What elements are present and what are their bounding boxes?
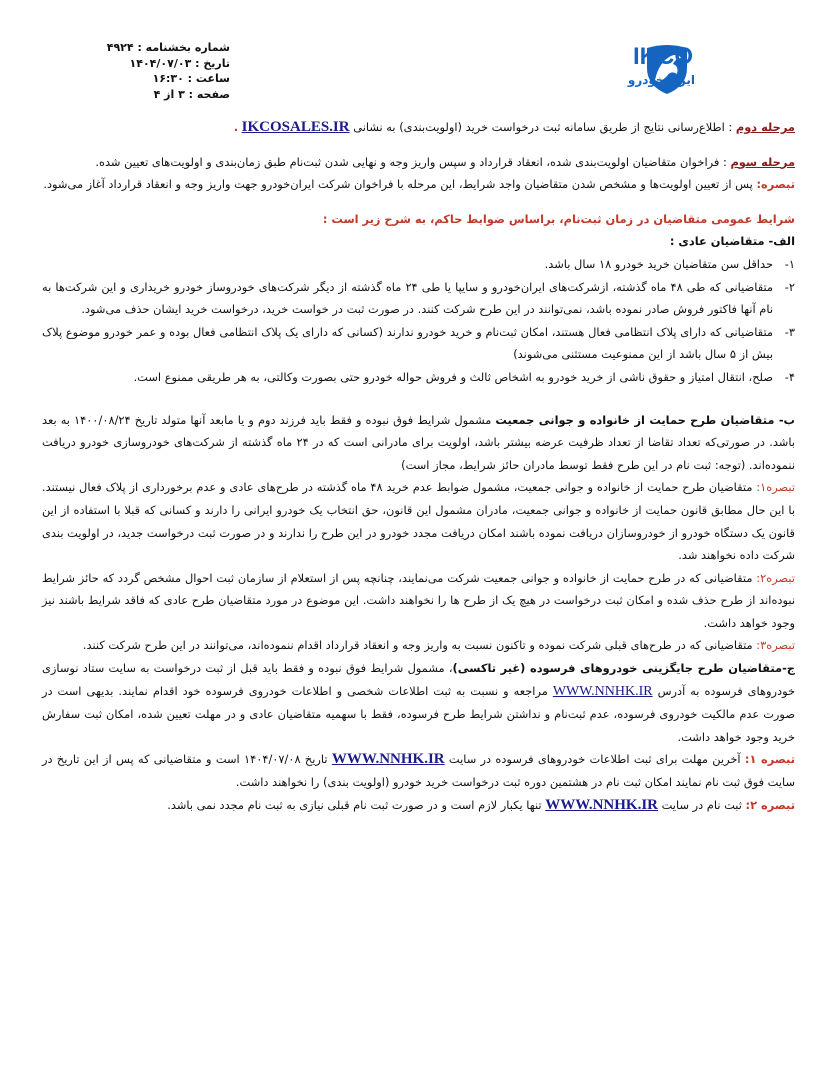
section-b-note-1 xyxy=(42,476,795,566)
section-c-note-1-label: تبصره ۱: xyxy=(744,752,795,767)
section-a-list xyxy=(42,253,795,389)
ikco-logo xyxy=(627,40,795,98)
circular-header xyxy=(60,40,230,102)
list-item xyxy=(42,276,795,321)
stage-two-label: مرحله دوم xyxy=(735,120,795,134)
list-item-text: حداقل سن متقاضیان خرید خودرو ۱۸ سال باشد. xyxy=(544,256,773,271)
list-item xyxy=(42,321,795,366)
stage-three-note xyxy=(42,173,795,196)
nnhk-link-note-1[interactable]: WWW.NNHK.IR xyxy=(331,751,445,768)
section-c-note-1-text-2: تاریخ ۱۴۰۴/۰۷/۰۸ است و متقاضیانی که پس از این تاریخ در سایت فوق ثبت نام نمایند امکان ثبت نام در هشتمین دوره ثبت درخواست خرید خودرو (اولویت بندی) را نخواهند داشت. xyxy=(42,752,795,790)
section-b-note-3-label: تبصره۳: xyxy=(756,638,795,653)
section-c-title: ج-متقاضیان طرح جایگزینی خودروهای فرسوده (غیر تاکسی) xyxy=(452,661,796,676)
section-b-paragraph xyxy=(42,409,795,477)
list-item-text: متقاضیانی که طی ۴۸ ماه گذشته، ازشرکت‌های ایران‌خودرو و سایپا یا طی ۲۴ ماه گذشته از دیگر شرکت‌های خودروساز خودرو خریداری و این شرکت‌ها به نام آنها فاکتور فروش صادر نموده باشد، نمی‌توانند در این طرح شرکت کنند. در صورت ثبت در خواست خرید، درخواست خرید ایشان حذف می‌شود. xyxy=(42,279,774,317)
section-c-note-1-text-1: آخرین مهلت برای ثبت اطلاعات خودروهای فرسوده در سایت xyxy=(448,752,741,767)
section-b-note-2-label: تبصره۲: xyxy=(756,570,795,585)
logo-brand-text: IKCO xyxy=(633,43,693,70)
stage-three-note-label: تبصره: xyxy=(756,177,795,192)
section-b-note-3-text: متقاضیانی که در طرح‌های قبلی شرکت نموده و تاکنون نسبت به واریز وجه و انعقاد قرارداد اقدام ننموده‌اند، می‌توانند در این طرح شرکت کنند. xyxy=(82,638,753,653)
circular-number: شماره بخشنامه : ۴۹۲۴ xyxy=(106,41,230,54)
section-b-title: ب- متقاضیان طرح حمایت از خانواده و جوانی جمعیت xyxy=(495,412,796,427)
section-b-note-2-text: متقاضیانی که در طرح حمایت از خانواده و جوانی جمعیت شرکت می‌نمایند، چنانچه پس از استعلام از سازمان ثبت احوال مشخص گردد که حائز شرایط نبوده‌اند از طرح حذف شده و امکان ثبت درخواست در هیچ یک از طرح ها را نخواهند داشت. این موضوع در مورد متقاضیان طرح عادی که فاقد شرایط باشند نیز وجود خواهد داشت. xyxy=(42,570,795,630)
stage-three-label: مرحله سوم xyxy=(730,154,795,169)
section-b-note-2 xyxy=(42,567,795,635)
section-c-note-1 xyxy=(42,748,795,793)
list-item-number: ۲- xyxy=(784,279,795,294)
list-item-text: صلح، انتقال امتیاز و حقوق ناشی از خرید خودرو به اشخاص ثالث و فروش حواله خودرو حتی بصورت وکالتی، به هر طریقی ممنوع است. xyxy=(133,369,773,384)
stage-two-paragraph xyxy=(42,116,795,139)
ikcosales-link[interactable]: IKCOSALES.IR xyxy=(241,119,350,135)
list-item-number: ۳- xyxy=(784,324,795,339)
stage-three-text: : فراخوان متقاضیان اولویت‌بندی شده، انعقاد قرارداد و سپس واریز وجه و نهایی شدن ثبت‌نام طبق زمان‌بندی و اولویت‌های تعیین شده. xyxy=(95,154,727,169)
section-c-note-2 xyxy=(42,794,795,817)
circular-date: تاریخ : ۱۴۰۴/۰۷/۰۳ xyxy=(129,56,230,70)
section-c-text-2: مراجعه و نسبت به ثبت اطلاعات شخصی و اطلاعات خودروی فرسوده خود اقدام نمایند. بدیهی است در صورت عدم مالکیت خودروی فرسوده، عدم ثبت‌نام و نداشتن شرایط طرح فرسوده، فقط با سهمیه متقاضیان عادی و در مهلت تعیین شده، امکان ثبت سفارش خرید وجود خواهد داشت. xyxy=(42,683,795,744)
stage-two-text: : اطلاع‌رسانی نتایج از طریق سامانه ثبت درخواست خرید (اولویت‌بندی) به نشانی xyxy=(353,120,733,134)
list-item-text: متقاضیانی که دارای پلاک انتظامی فعال هستند، امکان ثبت‌نام و خرید خودرو ندارند (کسانی که دارای یک پلاک انتظامی فعال بوده و عمر خودرو موضوع پلاک بیش از ۵ سال باشد از این ممنوعیت مستثنی می‌شوند) xyxy=(42,324,773,362)
section-c-text-1: ، مشمول شرایط فوق نبوده و فقط باید قبل از ثبت درخواست به سایت ستاد نوسازی خودروهای فرسوده به آدرس xyxy=(42,661,795,698)
circular-time: ساعت : ۱۶:۳۰ xyxy=(152,72,230,85)
stage-three-paragraph xyxy=(42,151,795,174)
section-a-title: الف- متقاضیان عادی : xyxy=(669,234,795,249)
section-b-note-1-label: تبصره۱: xyxy=(756,480,795,495)
section-c-note-2-text-1: ثبت نام در سایت xyxy=(661,797,742,812)
section-c-note-2-label: تبصره ۲: xyxy=(745,797,795,812)
stage-three-note-text: پس از تعیین اولویت‌ها و مشخص شدن متقاضیان واجد شرایط، این مرحله با فراخوان شرکت ایران‌خودرو جهت واریز وجه و انعقاد قرارداد آغاز می‌شود. xyxy=(43,177,753,192)
stage-two-end: . xyxy=(233,120,239,134)
section-c-note-2-text-2: تنها یکبار لازم است و در صورت ثبت نام قبلی نیازی به ثبت نام مجدد نمی باشد. xyxy=(167,797,542,812)
list-item xyxy=(42,366,795,389)
list-item-number: ۴- xyxy=(784,369,795,384)
section-c-paragraph xyxy=(42,657,795,748)
logo-subtitle-text: ایران‌خودرو xyxy=(627,73,695,87)
list-item-number: ۱- xyxy=(784,256,795,271)
list-item xyxy=(42,253,795,276)
section-b-note-3 xyxy=(42,634,795,657)
document-body xyxy=(42,116,795,816)
nnhk-link[interactable]: WWW.NNHK.IR xyxy=(552,683,653,699)
section-b-note-1-text: متقاضیان طرح حمایت از خانواده و جوانی جمعیت، مشمول ضوابط عدم خرید ۴۸ ماه گذشته در طرح‌های عادی و عدم برخورداری از پلاک فعال نیستند. با این حال مطابق قانون حمایت از خانواده و جوانی جمعیت، مادران مشمول این قانون، حق انتخاب یک خودرو ایرانی را دارند و کسانی که قبلا با استفاده از این قانون یک دستگاه خودرو از خودروسازان دریافت نموده باشند امکان دریافت مجدد خودرو در این طرح را ندارند و در صورت ثبت درخواست جدید، در اولویت بندی شرکت داده نخواهند شد. xyxy=(42,480,795,563)
general-conditions-title: شرایط عمومی متقاضیان در زمان ثبت‌نام، براساس ضوابط حاکم، به شرح زیر است : xyxy=(322,211,795,226)
page-number: صفحه : ۳ از ۴ xyxy=(153,87,230,101)
nnhk-link-note-2[interactable]: WWW.NNHK.IR xyxy=(545,796,658,813)
section-b-text: مشمول شرایط فوق نبوده و فقط باید فرزند دوم و یا مابعد آنها متولد تاریخ ۱۴۰۰/۰۸/۲۴ به بعد باشد. در صورتی‌که تعداد تقاضا از تعداد ظرفیت عرضه بیشتر باشد، اولویت برای مادرانی است که در ۲۴ ماه گذشته از شرکت‌های خودروسازی خودرو دریافت ننموده‌اند. (توجه: ثبت نام در این طرح فقط توسط مادران حائز شرایط، مجاز است) xyxy=(42,412,795,472)
ikco-logo-icon xyxy=(627,40,795,98)
